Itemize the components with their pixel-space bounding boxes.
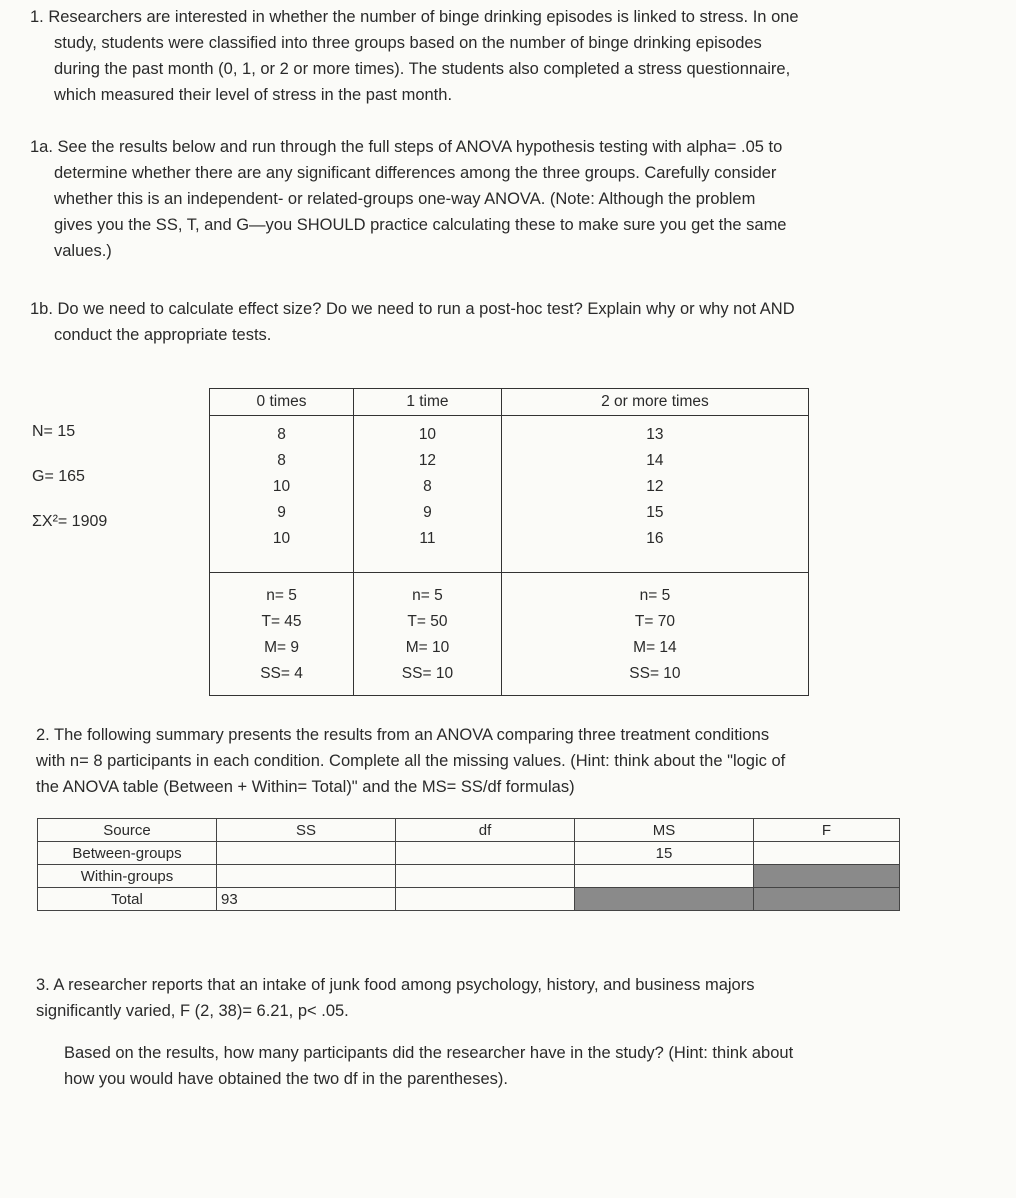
score-value: 9 [423,504,432,521]
summary-value: SS= 10 [401,665,454,682]
question-3-sub [64,1040,944,1092]
q1a-line: determine whether there are any significant differences among the three groups. Carefully consider [54,164,777,182]
summary-cell-1 [354,573,502,696]
question-3 [36,972,916,1024]
scores-cell-0 [210,416,354,573]
q3-line: significantly varied, F (2, 38)= 6.21, p< .05. [36,1002,349,1020]
summary-value: n= 5 [412,587,443,604]
q1b-line: 1b. Do we need to calculate effect size? Do we need to run a post-hoc test? Explain why or why not AND [30,300,795,318]
q2-line: with n= 8 participants in each condition. Complete all the missing values. (Hint: think about the "logic of [36,752,786,770]
anova-shaded-cell [754,865,900,888]
anova-row-total [38,888,900,911]
anova-header-source: Source [38,819,217,842]
question-1b [30,296,930,348]
anova-header-f: F [754,819,900,842]
stat-sumx2: ΣX²= 1909 [32,513,108,530]
summary-value: SS= 4 [260,665,303,682]
scores-table-header-row [210,389,809,416]
score-value: 8 [423,478,432,495]
q1a-line: values.) [54,242,112,260]
question-1a [30,134,930,264]
anova-header-ss: SS [217,819,396,842]
question-1 [30,4,930,108]
anova-cell [396,888,575,911]
anova-cell [575,865,754,888]
summary-value: SS= 10 [629,665,681,682]
anova-cell [396,865,575,888]
summary-value: T= 45 [261,613,302,630]
score-value: 12 [646,478,664,495]
scores-cell-1 [354,416,502,573]
stat-g: G= 165 [32,468,85,485]
q1a-line: gives you the SS, T, and G—you SHOULD practice calculating these to make sure you get the same [54,216,787,234]
score-value: 15 [646,504,664,521]
anova-source-label: Within-groups [38,865,217,888]
q1-line: 1. Researchers are interested in whether the number of binge drinking episodes is linked to stress. In one [30,8,799,26]
anova-shaded-cell [754,888,900,911]
q2-line: 2. The following summary presents the results from an ANOVA comparing three treatment conditions [36,726,770,744]
score-value: 12 [418,452,437,469]
summary-cell-0 [210,573,354,696]
header-0-times: 0 times [210,389,354,416]
summary-value: n= 5 [639,587,671,604]
q1b-line: conduct the appropriate tests. [54,326,272,344]
q3-line: 3. A researcher reports that an intake of junk food among psychology, history, and business majors [36,976,755,994]
q1-line: which measured their level of stress in the past month. [54,86,453,104]
score-value: 16 [646,530,664,547]
score-value: 10 [418,426,437,443]
summary-row [210,573,809,696]
header-1-time: 1 time [354,389,502,416]
score-value: 10 [272,530,291,547]
summary-value: T= 70 [634,613,675,630]
summary-value: M= 10 [405,639,450,656]
score-value: 14 [646,452,664,469]
question-2 [36,722,916,800]
summary-value: T= 50 [407,613,448,630]
score-value: 8 [277,426,286,443]
score-value: 9 [277,504,286,521]
anova-source-label: Total [38,888,217,911]
score-value: 11 [419,530,436,547]
summary-value: M= 14 [633,639,677,656]
scores-cell-2 [501,416,808,573]
scores-table [209,388,809,696]
summary-value: n= 5 [266,587,297,604]
anova-row-between [38,842,900,865]
anova-header-df: df [396,819,575,842]
score-value: 8 [277,452,286,469]
summary-value: M= 9 [264,639,299,656]
anova-header-ms: MS [575,819,754,842]
anova-cell: 15 [575,842,754,865]
anova-cell [396,842,575,865]
anova-cell [217,865,396,888]
score-value: 13 [646,426,664,443]
q1a-line: whether this is an independent- or related-groups one-way ANOVA. (Note: Although the problem [54,190,756,208]
q1-line: study, students were classified into three groups based on the number of binge drinking episodes [54,34,762,52]
anova-cell: 93 [217,888,396,911]
header-2-or-more: 2 or more times [501,389,808,416]
q3-sub-line: how you would have obtained the two df in the parentheses). [64,1070,508,1088]
score-value: 10 [272,478,291,495]
anova-cell [754,842,900,865]
anova-row-within [38,865,900,888]
stat-n: N= 15 [32,423,76,440]
anova-table [37,818,900,911]
anova-shaded-cell [575,888,754,911]
q1-line: during the past month (0, 1, or 2 or more times). The students also completed a stress questionnaire, [54,60,791,78]
anova-cell [217,842,396,865]
scores-row [210,416,809,573]
summary-cell-2 [501,573,808,696]
q1a-line: 1a. See the results below and run through the full steps of ANOVA hypothesis testing with alpha= .05 to [30,138,783,156]
q2-line: the ANOVA table (Between + Within= Total)" and the MS= SS/df formulas) [36,778,575,796]
anova-source-label: Between-groups [38,842,217,865]
anova-header-row [38,819,900,842]
q3-sub-line: Based on the results, how many participants did the researcher have in the study? (Hint: think about [64,1044,794,1062]
